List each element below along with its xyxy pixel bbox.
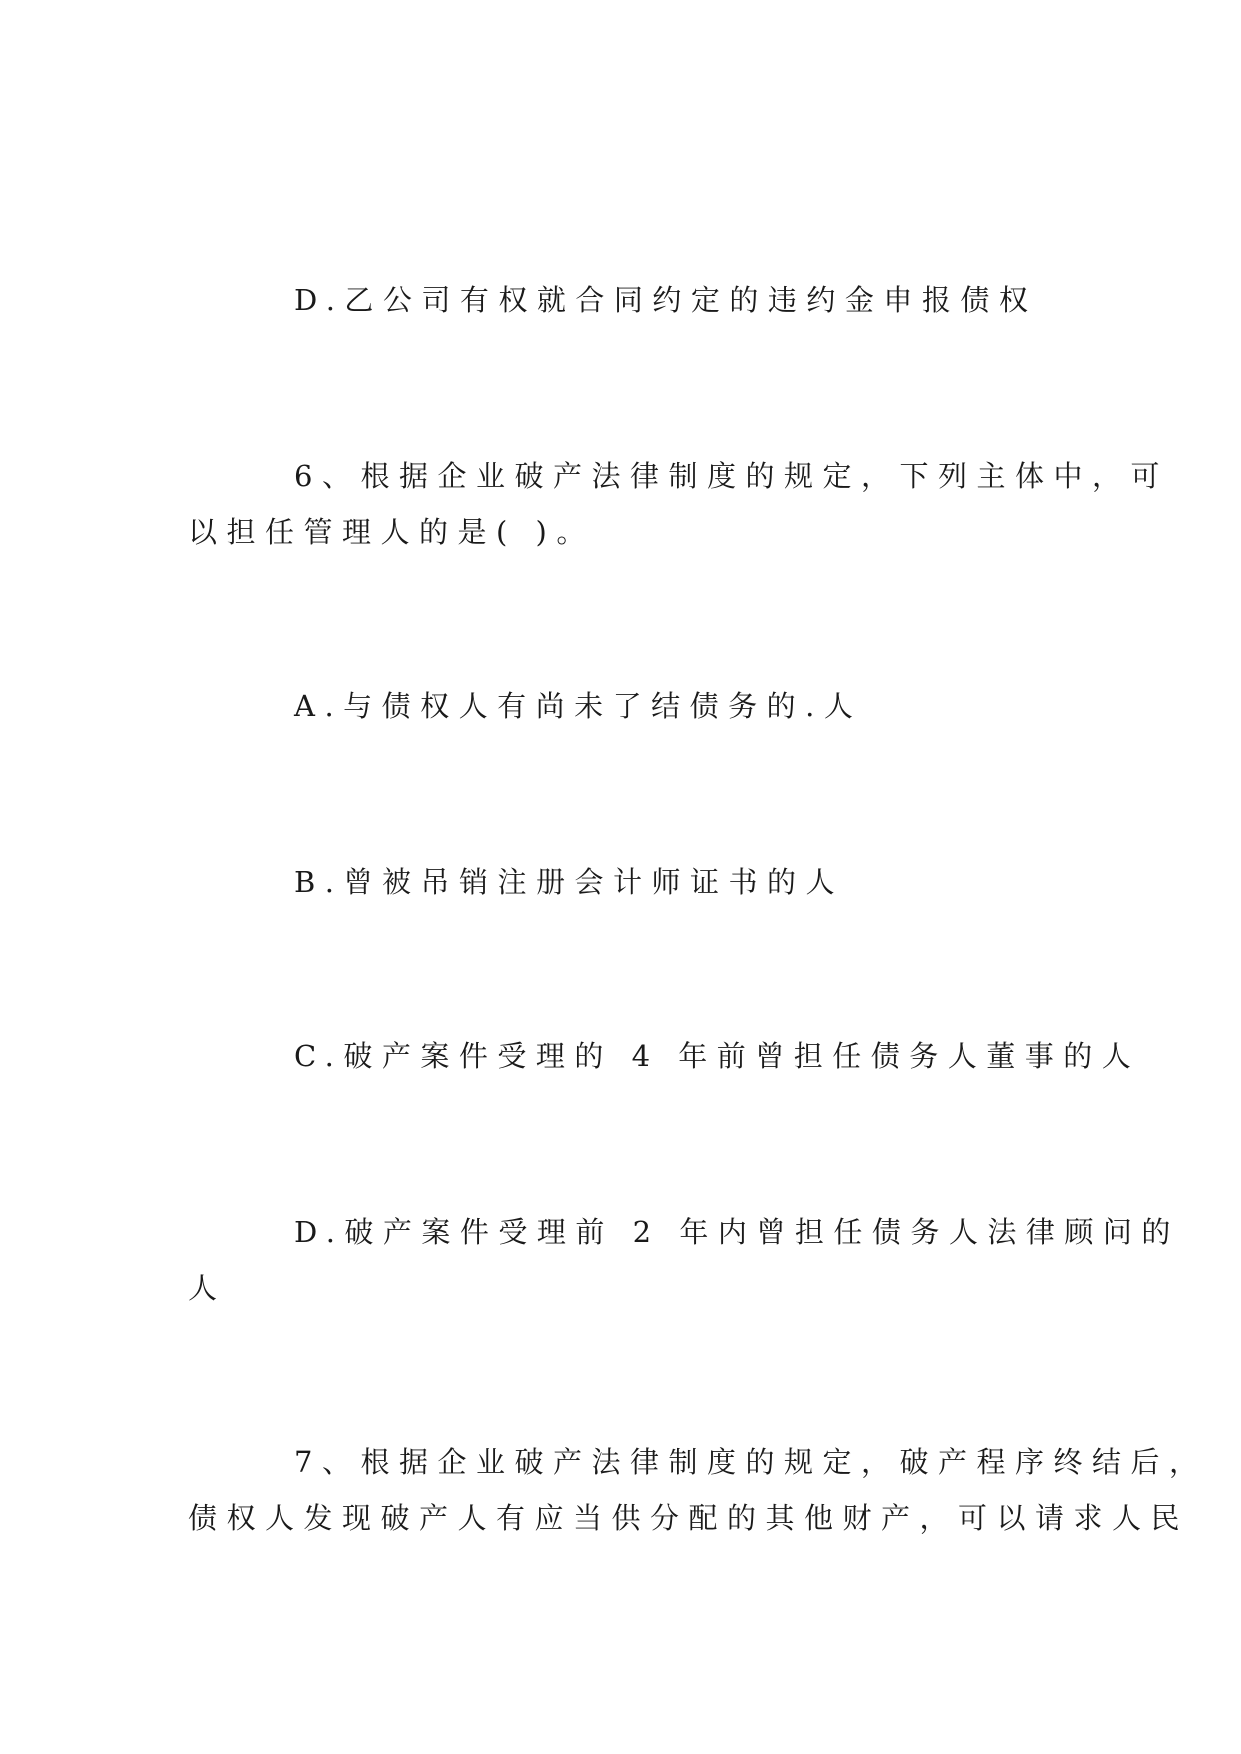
- q6-option-a: A.与债权人有尚未了结债务的.人: [294, 689, 863, 723]
- q7-stem-line1: 7、根据企业破产法律制度的规定，破产程序终结后，: [294, 1445, 1208, 1479]
- q6-option-b: B.曾被吊销注册会计师证书的人: [294, 865, 845, 899]
- q6-option-d-line2: 人: [188, 1271, 227, 1305]
- q6-option-c: C.破产案件受理的 4 年前曾担任债务人董事的人: [294, 1039, 1141, 1073]
- q5-option-d: D.乙公司有权就合同约定的违约金申报债权: [294, 283, 1038, 317]
- q7-stem-line2: 债权人发现破产人有应当供分配的其他财产，可以请求人民: [188, 1501, 1190, 1535]
- q6-stem-line2: 以担任管理人的是( )。: [188, 515, 595, 549]
- q6-option-d-line1: D.破产案件受理前 2 年内曾担任债务人法律顾问的: [294, 1215, 1180, 1249]
- q6-stem-line1: 6、根据企业破产法律制度的规定，下列主体中，可: [294, 459, 1169, 493]
